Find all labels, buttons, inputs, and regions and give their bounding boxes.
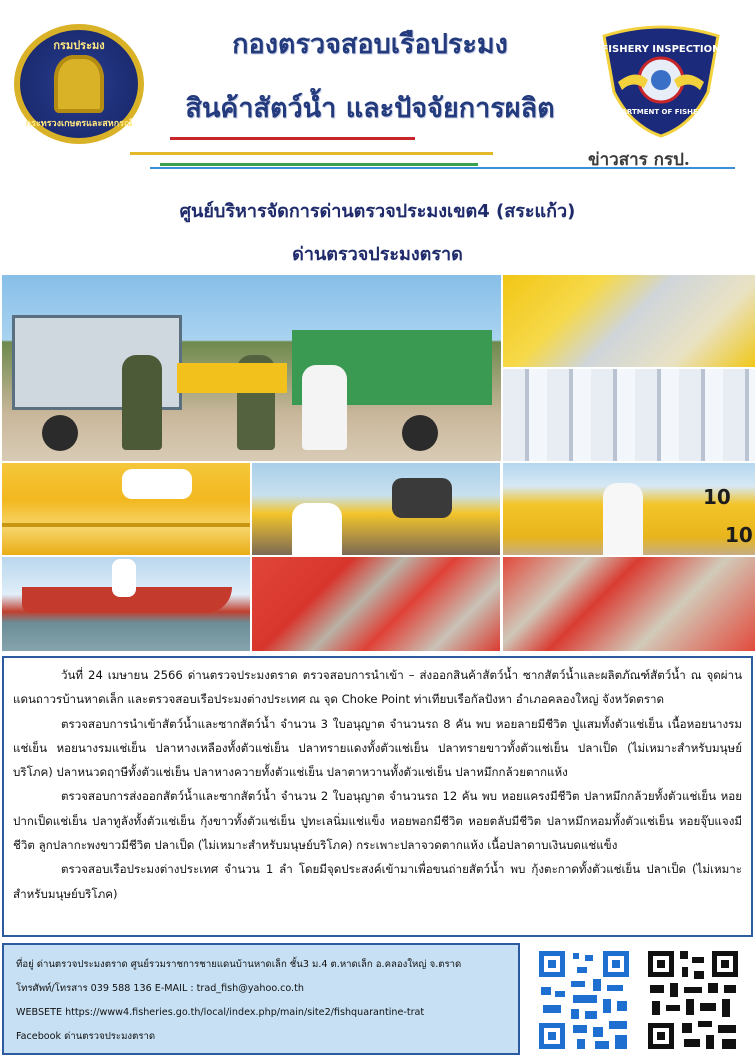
paragraph-export: ตรวจสอบการส่งออกสัตว์น้ำและซากสัตว์น้ำ จำนวน 2 ใบอนุญาต จำนวนรถ 12 คัน พบ หอยแครงมีชีวิต ปลาหมึกกล้วยทั้งตัวแช่เย็น หอยปากเป็ดแช่เย็น ปลาทูลังทั้งตัวแช่เย็น กุ้งขาวทั้งตัวแช่เย็น ปูทะเลนิ่มแช่แข็ง หอยพอกมีชีวิต หอยตลับมีชีวิต ปลาหมึกหอมทั้งตัวแช่เย็น หอยจุ๊บแจงมีชีวิต ลูกปลากะพงขาวมีชีวิต ปลาเป็ด (ไม่เหมาะสำหรับมนุษย์บริโภค) กระเพาะปลาจวดตากแห้ง เนื้อปลาดาบเงินบดแช่แข็ง [13,789,742,853]
website-qr-code-icon[interactable] [533,945,635,1055]
contact-info-box [2,943,520,1055]
badge-bottom-text: DEPARTMENT OF FISHERIES [606,108,716,116]
news-body [2,656,753,937]
photo-fresh-squid [503,369,755,461]
paragraph-summary: วันที่ 24 เมษายน 2566 ด่านตรวจประมงตราด ตรวจสอบการนำเข้า – ส่งออกสินค้าสัตว์น้ำ ซากสัตว์น้ำและผลิตภัณฑ์สัตว์น้ำ ณ จุดผ่านแดนถาวรบ้านหาดเล็ก และตรวจสอบเรือประมงต่างประเทศ ณ จุด Choke Point ท่าเทียบเรือกัลปังหา อำเภอคลองใหญ่ จังหวัดตราด [13,668,742,707]
contact-phone-email: โทรศัพท์/โทรสาร 039 588 136 E-MAIL : trad_fish@yahoo.co.th [16,983,304,994]
photo-truck-unloading [2,275,501,461]
page-title-line1: กองตรวจสอบเรือประมง [232,29,508,60]
contact-address: ที่อยู่ ด่านตรวจประมงตราด ศูนย์รวมราชการชายแดนบ้านหาดเล็ก ชั้น3 ม.4 ต.หาดเล็ก อ.คลองใหญ่ จ.ตราด [16,959,462,970]
checkpoint-name: ด่านตรวจประมงตราด [292,244,463,265]
decorative-rule-green [160,163,478,166]
badge-top-text: FISHERY INSPECTION [601,44,721,55]
contact-facebook: Facebook ด่านตรวจประมงตราด [16,1031,156,1042]
photo-red-fish-trays [252,557,500,651]
decorative-rule-yellow [130,152,493,155]
photo-frozen-fish-boxes [503,275,755,367]
qr-blue-graphic [533,945,635,1055]
paragraph-import: ตรวจสอบการนำเข้าสัตว์น้ำและซากสัตว์น้ำ จำนวน 3 ใบอนุญาต จำนวนรถ 8 คัน พบ หอยลายมีชีวิต ปูแสมทั้งตัวแช่เย็น เนื้อหอยนางรมแช่เย็น หอยนางรมแช่เย็น ปลาหางเหลืองทั้งตัวแช่เย็น ปลาทรายแดงทั้งตัวแช่เย็น ปลาทรายขาวทั้งตัวแช่เย็น ปลาเป็ด (ไม่เหมาะสำหรับมนุษย์บริโภค) ปลาหนวดฤาษีทั้งตัวแช่เย็น ปลาหางควายทั้งตัวแช่เย็น ปลาตาหวานทั้งตัวแช่เย็น ปลาหมึกกล้วยตากแห้ง [13,716,742,780]
decorative-rule-red [170,137,415,140]
photo-foreign-fishing-boat [2,557,250,651]
contact-website: WEBSETE https://www4.fisheries.go.th/local/index.php/main/site2/fishquarantine-trat [16,1007,425,1018]
paragraph-foreign-vessel: ตรวจสอบเรือประมงต่างประเทศ จำนวน 1 ลำ โดยมีจุดประสงค์เข้ามาเพื่อขนถ่ายสัตว์น้ำ พบ กุ้งตะกาดทั้งตัวแช่เย็น ปลาเป็ด (ไม่เหมาะสำหรับมนุษย์บริโภค) [13,862,742,901]
news-tag: ข่าวสาร กรป. [588,150,690,170]
photo-yellow-crates [2,463,250,555]
photo-inspector-checking-boxes [252,463,500,555]
photo-shrimp-trays [503,557,755,651]
fishery-inspection-badge-logo [596,22,726,138]
page-title-line2: สินค้าสัตว์น้ำ และปัจจัยการผลิต [185,93,555,124]
crate-number-label-1: 10 [703,485,731,509]
qr-black-graphic [642,945,744,1055]
facebook-qr-code-icon[interactable] [642,945,744,1055]
photo-numbered-crates [503,463,755,555]
dof-seal-logo [14,24,144,144]
crate-number-label-2: 10 [725,523,753,547]
seal-top-text: กรมประมง [53,39,105,52]
seal-bottom-text: กระทรวงเกษตรและสหกรณ์ [25,119,133,129]
office-name: ศูนย์บริหารจัดการด่านตรวจประมงเขต4 (สระแก้ว) [179,201,576,222]
